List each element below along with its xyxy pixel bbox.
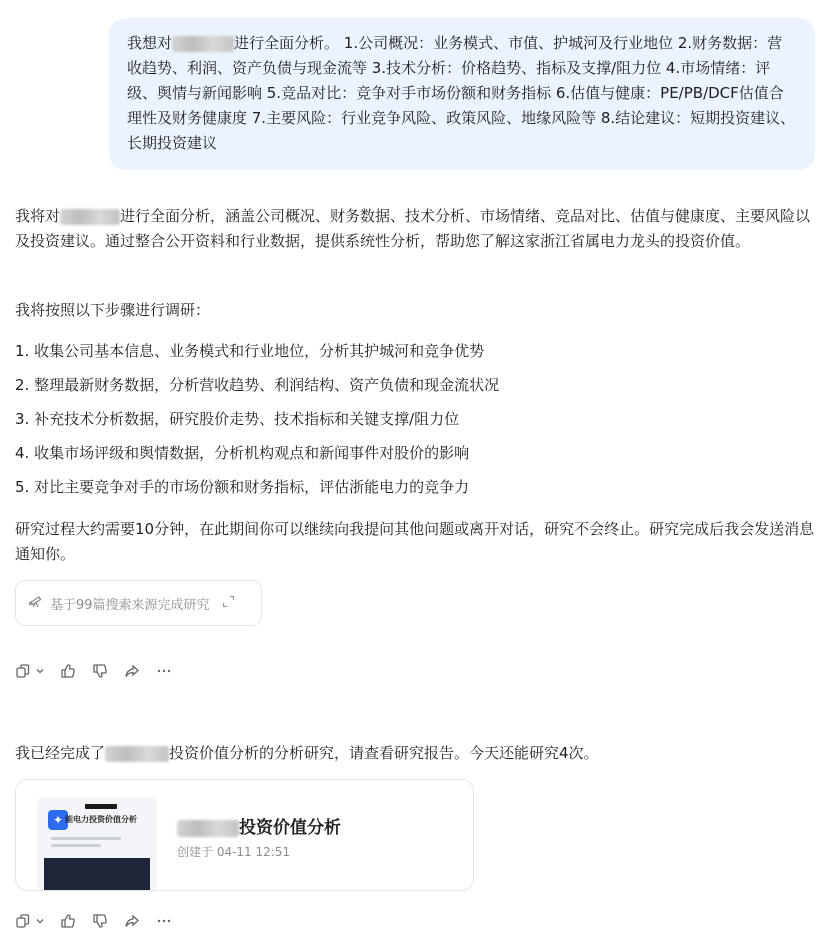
- thumbs-down-icon[interactable]: [91, 912, 109, 930]
- thumbs-up-icon[interactable]: [59, 662, 77, 680]
- step-item: 3. 补充技术分析数据，研究股价走势、技术指标和关键支撑/阻力位: [15, 410, 460, 428]
- completion-prefix: 我已经完成了: [15, 744, 106, 762]
- message-actions: [14, 661, 173, 680]
- completion-message: [15, 741, 818, 766]
- thumbnail-dark-panel: [44, 858, 150, 891]
- redacted-company-name: [177, 820, 239, 837]
- sources-button[interactable]: [15, 580, 262, 626]
- copy-icon: [14, 662, 32, 680]
- report-thumbnail: [37, 797, 157, 891]
- copy-button[interactable]: [14, 661, 45, 680]
- completion-suffix: 投资价值分析的分析研究，请查看研究报告。今天还能研究4次。: [169, 744, 599, 762]
- telescope-icon: [28, 593, 44, 613]
- step-item: 4. 收集市场评级和舆情数据，分析机构观点和新闻事件对股价的影响: [15, 444, 470, 462]
- step-item: 2. 整理最新财务数据，分析营收趋势、利润结构、资产负债和现金流状况: [15, 376, 500, 394]
- report-card[interactable]: [15, 779, 474, 891]
- chevron-down-icon: [35, 661, 45, 680]
- more-icon[interactable]: [155, 662, 173, 680]
- share-icon[interactable]: [123, 912, 141, 930]
- research-note: 研究过程大约需要10分钟，在此期间你可以继续向我提问其他问题或离开对话，研究不会终止。研究完成后我会发送消息通知你。: [15, 520, 815, 563]
- sparkle-icon: ✦: [48, 810, 68, 830]
- thumbnail-line: [51, 844, 101, 847]
- steps-heading: 我将按照以下步骤进行调研：: [15, 301, 211, 319]
- share-icon[interactable]: [123, 662, 141, 680]
- user-message-prefix: 我想对: [127, 34, 173, 52]
- copy-button[interactable]: [14, 911, 45, 930]
- thumbnail-tag: [85, 804, 117, 809]
- sources-label: 基于99篇搜索来源完成研究: [50, 597, 210, 613]
- reply-intro: [15, 204, 818, 254]
- thumbs-up-icon[interactable]: [59, 912, 77, 930]
- report-title: [177, 813, 341, 838]
- reply-intro-prefix: 我将对: [15, 207, 61, 225]
- thumbnail-title: 能电力投资价值分析: [65, 815, 137, 824]
- reply-intro-text: 进行全面分析，涵盖公司概况、财务数据、技术分析、市场情绪、竞品对比、估值与健康度、主要风险以及投资建议。通过整合公开资料和行业数据，提供系统性分析，帮助您了解这家浙江省属电力龙头的投资价值。: [15, 207, 811, 250]
- copy-icon: [14, 912, 32, 930]
- thumbnail-line: [51, 837, 121, 840]
- step-item: 5. 对比主要竞争对手的市场份额和财务指标，评估浙能电力的竞争力: [15, 478, 470, 496]
- chevron-down-icon: [35, 911, 45, 930]
- redacted-company-name: [105, 746, 169, 762]
- redacted-company-name: [172, 36, 234, 52]
- report-title-suffix: 投资价值分析: [239, 818, 341, 838]
- step-item: 1. 收集公司基本信息、业务模式和行业地位，分析其护城河和竞争优势: [15, 342, 485, 360]
- message-actions: [14, 911, 173, 930]
- more-icon[interactable]: [155, 912, 173, 930]
- thumbs-down-icon[interactable]: [91, 662, 109, 680]
- expand-icon: [222, 595, 235, 612]
- user-message-text: 进行全面分析。 1.公司概况：业务模式、市值、护城河及行业地位 2.财务数据：营收趋势、利润、资产负债与现金流等 3.技术分析：价格趋势、指标及支撑/阻力位 4.市场情绪：评级、舆情与新闻影响 5.竞品对比：竞争对手市场份额和财务指标 6.估值与健康：PE/PB/DCF估值合理性及财务健康度 7.主要风险：行业竞争风险、政策风险、地缘风险等 8.结论建议：短期投资建议、长期投资建议: [127, 34, 796, 152]
- report-created-time: 创建于 04-11 12:51: [177, 845, 291, 859]
- user-message-bubble: [109, 18, 815, 170]
- redacted-company-name: [60, 209, 120, 225]
